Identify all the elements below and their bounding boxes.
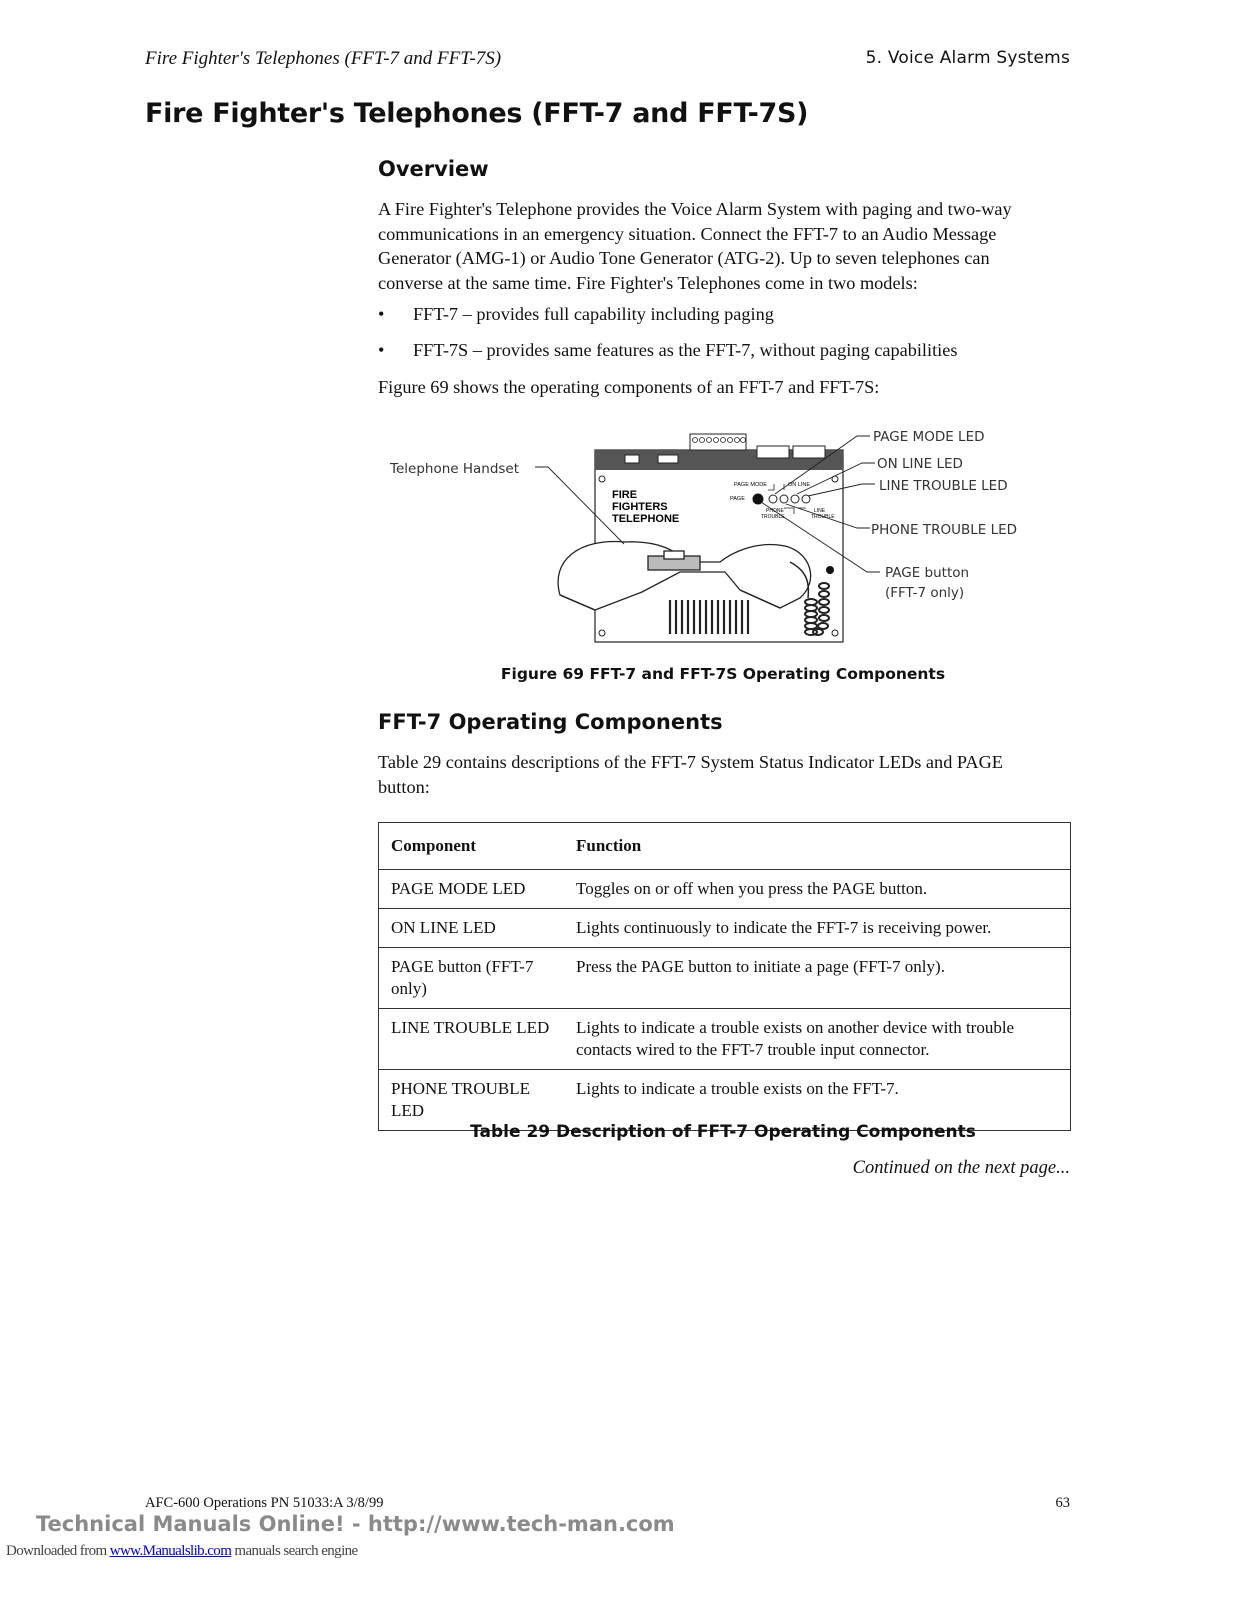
bullet-item: • FFT-7S – provides same features as the FFT-7, without paging capabilities [378,340,958,360]
connector-block [757,446,789,458]
component-cell: ON LINE LED [379,909,565,948]
page-button-note: (FFT-7 only) [885,585,965,601]
page-title: Fire Fighter's Telephones (FFT-7 and FFT-7S) [145,98,809,129]
components-intro [378,750,1078,799]
panel-label: FIRE [612,489,638,501]
bullet-icon: • [378,304,385,324]
function-cell: Toggles on or off when you press the PAGE button. [564,870,1071,909]
component-cell: PAGE MODE LED [379,870,565,909]
footer-page-number: 63 [1055,1495,1070,1511]
paragraph-line: A Fire Fighter's Telephone provides the Voice Alarm System with paging and two-way [378,199,1012,219]
jumper [625,455,639,463]
panel-small-label: LINE [814,508,826,514]
jumper [658,455,678,463]
table-row [379,909,1071,948]
panel-label: TELEPHONE [612,513,680,525]
led-on-line [791,495,799,503]
running-header-left: Fire Fighter's Telephones (FFT-7 and FFT-7S) [145,48,502,69]
component-cell: PAGE button (FFT-7 only) [379,948,565,1009]
on-line-led-label: ON LINE LED [877,456,963,472]
components-table [378,822,1071,1131]
paragraph-line: button: [378,776,430,797]
table-row [379,948,1071,1009]
line-trouble-led-label: LINE TROUBLE LED [879,478,1008,494]
panel-label: FIGHTERS [612,501,668,513]
running-header-right: 5. Voice Alarm Systems [865,48,1070,68]
table-header-row [379,823,1071,870]
overview-heading: Overview [378,157,489,181]
panel-small-label: PAGE MODE [734,482,767,488]
bullet-item: • FFT-7 – provides full capability including paging [378,304,774,324]
led-phone-trouble [780,495,788,503]
column-header-component: Component [379,823,565,870]
bullet-icon: • [378,340,385,360]
manualslib-link[interactable]: www.Manualslib.com [109,1543,232,1559]
paragraph-line: communications in an emergency situation. Connect the FFT-7 to an Audio Message [378,223,997,244]
function-cell: Lights continuously to indicate the FFT-7 is receiving power. [564,909,1071,948]
figure-intro: Figure 69 shows the operating components of an FFT-7 and FFT-7S: [378,377,880,397]
cord-jack [826,566,834,574]
continued-note: Continued on the next page... [852,1158,1070,1178]
watermark-tech-man: Technical Manuals Online! - http://www.tech-man.com [36,1512,675,1536]
phone-trouble-led-label: PHONE TROUBLE LED [871,522,1018,538]
overview-paragraph [378,197,1078,295]
component-cell: PHONE TROUBLE LED [379,1070,565,1131]
table-row [379,1009,1071,1070]
column-header-function: Function [564,823,1071,870]
led-page-mode [769,495,777,503]
paragraph-line: Generator (AMG-1) or Audio Tone Generator (ATG-2). Up to seven telephones can [378,248,990,268]
panel-small-label: PHONE [766,508,784,514]
function-cell: Press the PAGE button to initiate a page (FFT-7 only). [564,948,1071,1009]
function-cell: Lights to indicate a trouble exists on the FFT-7. [564,1070,1071,1131]
figure-caption: Figure 69 FFT-7 and FFT-7S Operating Components [500,665,946,683]
component-cell: LINE TROUBLE LED [379,1009,565,1070]
fft7-diagram [380,420,1020,650]
page-button-label: PAGE button [885,565,970,581]
panel-small-label: TROUBLE [761,514,785,520]
panel-small-label: TROUBLE [811,514,835,520]
page-mode-led-label: PAGE MODE LED [873,429,985,445]
watermark-manualslib: Downloaded from www.Manualslib.com manuals search engine [6,1543,358,1559]
footer-doc-id: AFC-600 Operations PN 51033:A 3/8/99 [145,1495,384,1511]
paragraph-line: Table 29 contains descriptions of the FFT-7 System Status Indicator LEDs and PAGE [378,752,1003,772]
paragraph-line: converse at the same time. Fire Fighter's Telephones come in two models: [378,272,918,293]
components-heading: FFT-7 Operating Components [378,710,723,734]
function-cell: Lights to indicate a trouble exists on another device with trouble contacts wired to the FFT-7 trouble input connector. [564,1009,1071,1070]
connector-block [793,446,825,458]
handset-label: Telephone Handset [390,461,520,477]
table-row [379,870,1071,909]
table-caption: Table 29 Description of FFT-7 Operating Components [470,1122,976,1142]
panel-small-label: ON LINE [788,482,811,488]
panel-small-label: PAGE [730,496,745,502]
